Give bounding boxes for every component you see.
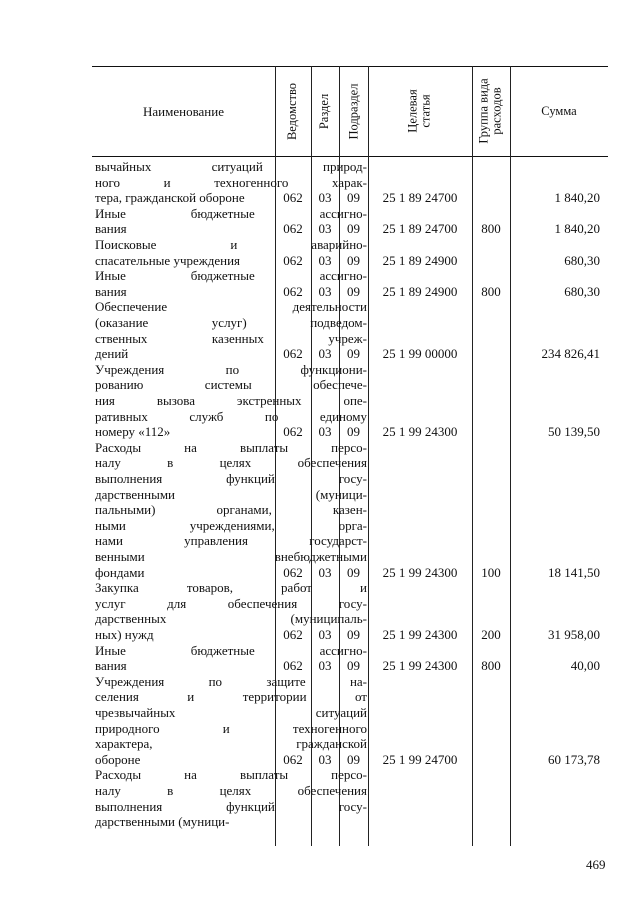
row-name-line: Расходы на выплаты персо-: [95, 439, 367, 455]
table-row: [92, 580, 608, 642]
row-name-line: спасательные учреждения: [95, 252, 241, 268]
cell-sum: 60 173,78: [548, 751, 600, 767]
header-vedomstvo-label: Ведомство: [285, 82, 300, 140]
cell-sum: 40,00: [570, 658, 600, 674]
cell-grp: 800: [481, 658, 501, 674]
row-name-line: ных) нужд: [95, 626, 154, 642]
cell-pod: 09: [347, 190, 360, 206]
table-row: [92, 206, 608, 237]
row-name-line: Обеспечение деятельности: [95, 299, 367, 315]
cell-cel: 25 1 99 24300: [382, 564, 458, 580]
row-name-line: рованию системы обеспече-: [95, 377, 367, 393]
cell-pod: 09: [347, 658, 360, 674]
cell-grp: 800: [481, 283, 501, 299]
header-name-label: Наименование: [143, 103, 224, 119]
page-number: 469: [586, 857, 606, 872]
row-name-line: обороне: [95, 751, 141, 767]
row-name-line: налу в целях обеспечения: [95, 782, 367, 798]
row-name-line: ния вызова экстренных опе-: [95, 392, 367, 408]
cell-sum: 1 840,20: [554, 190, 600, 206]
table-row: [92, 643, 608, 674]
cell-cel: 25 1 99 24300: [382, 658, 458, 674]
cell-raz: 03: [318, 626, 332, 642]
row-name-line: Иные бюджетные ассигно-: [95, 205, 367, 221]
table-row: [92, 237, 608, 268]
header-razdel-label: Раздел: [317, 93, 332, 129]
cell-ved: 062: [283, 751, 303, 767]
cell-raz: 03: [318, 346, 332, 362]
cell-pod: 09: [347, 346, 360, 362]
cell-ved: 062: [283, 346, 303, 362]
table-header-rule: [92, 156, 608, 157]
cell-cel: 25 1 89 24700: [382, 221, 458, 237]
cell-cel: 25 1 99 24700: [382, 751, 458, 767]
row-name-line: дений: [95, 346, 129, 362]
cell-cel: 25 1 99 24300: [382, 424, 458, 440]
row-name-line: ративных служб по единому: [95, 408, 367, 424]
cell-ved: 062: [283, 564, 303, 580]
cell-cel: 25 1 89 24900: [382, 252, 458, 268]
row-name-line: дарственными (муници-: [95, 814, 230, 830]
cell-pod: 09: [347, 221, 360, 237]
row-name-line: вычайных ситуаций природ-: [95, 159, 367, 174]
cell-sum: 680,30: [564, 252, 600, 268]
table-row: [92, 674, 608, 768]
cell-raz: 03: [318, 190, 332, 206]
row-name-line: выполнения функций госу-: [95, 798, 367, 814]
row-name-line: дарственными (муници-: [95, 486, 367, 502]
row-name-line: Иные бюджетные ассигно-: [95, 642, 367, 658]
cell-sum: 1 840,20: [554, 221, 600, 237]
cell-raz: 03: [318, 252, 332, 268]
row-name: [95, 767, 367, 829]
row-name-line: тера, гражданской обороне: [95, 190, 245, 206]
table-row: [92, 440, 608, 580]
row-name-line: Учреждения по защите на-: [95, 673, 367, 689]
cell-sum: 31 958,00: [548, 626, 600, 642]
cell-raz: 03: [318, 751, 332, 767]
row-name-line: Расходы на выплаты персо-: [95, 767, 367, 783]
table-row: [92, 362, 608, 440]
cell-ved: 062: [283, 221, 303, 237]
cell-raz: 03: [318, 221, 332, 237]
cell-ved: 062: [283, 658, 303, 674]
row-name-line: природного и техногенного: [95, 720, 367, 736]
header-summa-label: Сумма: [541, 103, 577, 118]
cell-ved: 062: [283, 626, 303, 642]
cell-ved: 062: [283, 424, 303, 440]
row-name-line: пальными) органами, казен-: [95, 502, 367, 518]
cell-raz: 03: [318, 424, 332, 440]
cell-cel: 25 1 99 00000: [382, 346, 458, 362]
table-row: [92, 159, 608, 206]
row-name-line: ного и техногенного харак-: [95, 174, 367, 190]
row-name-line: вания: [95, 221, 127, 237]
cell-raz: 03: [318, 658, 332, 674]
row-name-line: ственных казенных учреж-: [95, 330, 367, 346]
header-razdel: [311, 66, 339, 156]
row-name-line: услуг для обеспечения госу-: [95, 595, 367, 611]
header-celevaya-statya: [368, 66, 472, 156]
cell-pod: 09: [347, 751, 360, 767]
cell-pod: 09: [347, 564, 360, 580]
row-name: [95, 440, 367, 580]
row-name-line: вания: [95, 283, 127, 299]
cell-grp: 100: [481, 564, 501, 580]
cell-ved: 062: [283, 190, 303, 206]
row-name-line: нами управления государст-: [95, 533, 367, 549]
cell-raz: 03: [318, 283, 332, 299]
row-name-line: характера, гражданской: [95, 736, 367, 752]
header-gruppa-label: Группа вида расходов: [477, 78, 505, 144]
row-name-line: ными учреждениями, орга-: [95, 517, 367, 533]
row-name-line: фондами: [95, 564, 145, 580]
row-name-line: налу в целях обеспечения: [95, 455, 367, 471]
cell-cel: 25 1 89 24700: [382, 190, 458, 206]
row-name-line: Иные бюджетные ассигно-: [95, 268, 367, 284]
table-row: [92, 767, 608, 829]
table-row: [92, 268, 608, 299]
cell-sum: 680,30: [564, 283, 600, 299]
cell-ved: 062: [283, 252, 303, 268]
cell-grp: 200: [481, 626, 501, 642]
cell-grp: 800: [481, 221, 501, 237]
table-row: [92, 299, 608, 361]
row-name-line: венными внебюджетными: [95, 548, 367, 564]
cell-pod: 09: [347, 283, 360, 299]
row-name-line: Учреждения по функциони-: [95, 361, 367, 377]
cell-cel: 25 1 99 24300: [382, 626, 458, 642]
cell-sum: 18 141,50: [548, 564, 600, 580]
row-name-line: селения и территории от: [95, 689, 367, 705]
row-name-line: Поисковые и аварийно-: [95, 237, 367, 252]
cell-pod: 09: [347, 252, 360, 268]
header-podrazdel: [339, 66, 368, 156]
row-name-line: номеру «112»: [95, 424, 171, 440]
row-name-line: (оказание услуг) подведом-: [95, 314, 367, 330]
cell-pod: 09: [347, 424, 360, 440]
header-gruppa-vida: [472, 66, 510, 156]
header-vedomstvo: [275, 66, 311, 156]
cell-cel: 25 1 89 24900: [382, 283, 458, 299]
cell-raz: 03: [318, 564, 332, 580]
header-name: [92, 66, 275, 156]
cell-sum: 234 826,41: [541, 346, 600, 362]
row-name-line: выполнения функций госу-: [95, 470, 367, 486]
header-summa: [510, 66, 608, 156]
row-name-line: вания: [95, 658, 127, 674]
header-celevaya-label: Целевая статья: [406, 89, 433, 133]
header-podrazdel-label: Подраздел: [346, 83, 360, 139]
row-name-line: Закупка товаров, работ и: [95, 580, 367, 596]
cell-ved: 062: [283, 283, 303, 299]
cell-pod: 09: [347, 626, 360, 642]
row-name-line: чрезвычайных ситуаций: [95, 704, 367, 720]
row-name-line: дарственных (муниципаль-: [95, 611, 367, 627]
cell-sum: 50 139,50: [548, 424, 600, 440]
